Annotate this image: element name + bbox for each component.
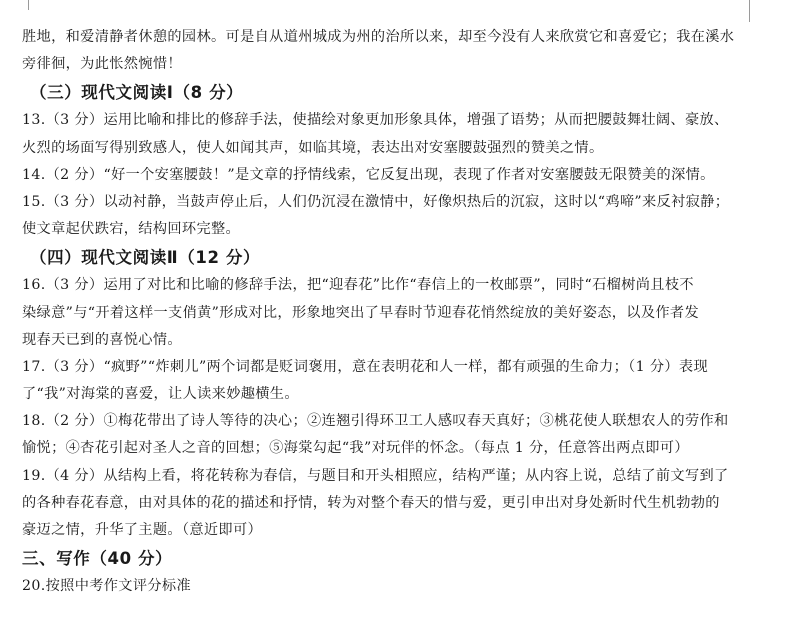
answer-14: 14.（2 分）“好一个安塞腰鼓！”是文章的抒情线索，它反复出现，表现了作者对安塞腰鼓无限赞美的深情。 (22, 166, 715, 183)
answer-19-cont: 豪迈之情，升华了主题。（意近即可） (22, 522, 263, 538)
intro-text-line: 旁徘徊，为此怅然惋惜！ (22, 56, 182, 73)
answer-13-cont: 火烈的场面写得别致感人，使人如闻其声，如临其境，表达出对安塞腰鼓强烈的赞美之情。 (22, 139, 604, 156)
answer-15-cont: 使文章起伏跌宕，结构回环完整。 (22, 221, 241, 238)
page-corner-mark-left (18, 0, 29, 10)
answer-18: 18.（2 分）①梅花带出了诗人等待的决心；②连翘引得环卫工人感叹春天真好；③桃花使人联想农人的劳作和 (22, 413, 729, 430)
answer-17-cont: 了“我”对海棠的喜爱，让人读来妙趣横生。 (22, 386, 299, 403)
section-heading-modern-reading-1: （三）现代文阅读Ⅰ（8 分） (30, 83, 244, 103)
answer-19: 19.（4 分）从结构上看，将花转称为春信，与题目和开头相照应，结构严谨；从内容上说，总结了前文写到了 (22, 467, 729, 484)
answer-20: 20.按照中考作文评分标准 (22, 578, 191, 595)
page-corner-mark-right (749, 0, 760, 22)
answer-16: 16.（3 分）运用了对比和比喻的修辞手法，把“迎春花”比作“春信上的一枚邮票”，同时“石榴树尚且枝不 (22, 277, 694, 294)
answer-16-cont: 染绿意”与“开着这样一支俏黄”形成对比，形象地突出了早春时节迎春花悄然绽放的美好姿态，以及作者发 (22, 304, 699, 321)
answer-15: 15.（3 分）以动衬静，当鼓声停止后，人们仍沉浸在激情中，好像炽热后的沉寂，这时以“鸡啼”来反衬寂静； (22, 193, 730, 210)
answer-18-cont: 愉悦；④杏花引起对圣人之音的回想；⑤海棠勾起“我”对玩伴的怀念。（每点 1 分，任意答出两点即可） (22, 440, 689, 457)
answer-19-cont: 的各种春花春意，由对具体的花的描述和抒情，转为对整个春天的惜与爱，更引申出对身处新时代生机勃勃的 (22, 494, 720, 511)
answer-17: 17.（3 分）“疯野”“炸刺儿”两个词都是贬词褒用，意在表明花和人一样，都有顽强的生命力；（1 分）表现 (22, 358, 708, 375)
answer-13: 13.（3 分）运用比喻和排比的修辞手法，使描绘对象更加形象具体，增强了语势；从而把腰鼓舞壮阔、豪放、 (22, 112, 729, 129)
section-heading-modern-reading-2: （四）现代文阅读Ⅱ（12 分） (30, 248, 261, 268)
answer-16-cont: 现春天已到的喜悦心情。 (22, 331, 182, 348)
intro-text-line: 胜地，和爱清静者休憩的园林。可是自从道州城成为州的治所以来，却至今没有人来欣赏它和喜爱它；我在溪水 (22, 29, 735, 45)
section-heading-writing: 三、写作（40 分） (22, 549, 173, 569)
answer-key-content (22, 24, 772, 600)
